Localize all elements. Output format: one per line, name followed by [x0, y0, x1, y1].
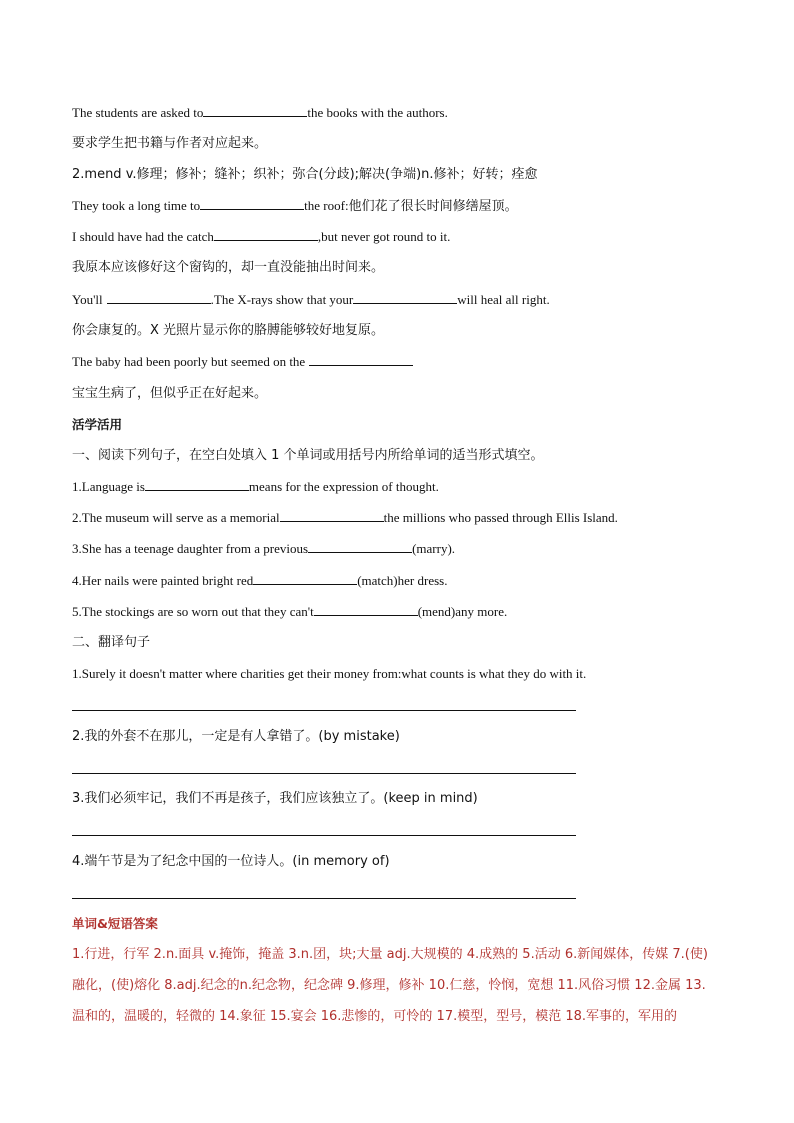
answer-blank[interactable]	[353, 291, 457, 304]
answer-blank[interactable]	[280, 509, 384, 522]
sentence-line	[72, 228, 450, 246]
text: The baby had been poorly but seemed on the	[72, 354, 306, 369]
text: 5.The stockings are so worn out that they can't	[72, 604, 314, 619]
answer-line[interactable]	[72, 835, 576, 836]
answers-line-1: 1.行进，行军 2.n.面具 v.掩饰，掩盖 3.n.团，块;大量 adj.大规模的 4.成熟的 5.活动 6.新闻媒体，传媒 7.(使)	[72, 947, 708, 962]
text: (mend)any more.	[417, 604, 508, 619]
sentence-line	[72, 197, 518, 215]
text: the books with the authors.	[307, 105, 448, 120]
answer-blank[interactable]	[309, 353, 413, 366]
question-2	[72, 509, 618, 527]
text: (marry).	[412, 541, 456, 556]
text: the roof:他们花了很长时间修缮屋顶。	[304, 198, 518, 213]
translation-line: 宝宝生病了，但似乎正在好起来。	[72, 386, 268, 401]
text: I should have had the catch	[72, 229, 214, 244]
text: You'll	[72, 292, 103, 307]
translation-line: 我原本应该修好这个窗钩的，却一直没能抽出时间来。	[72, 260, 385, 275]
sentence-line	[72, 353, 413, 371]
sentence-line	[72, 291, 550, 309]
answer-line[interactable]	[72, 710, 576, 711]
answer-blank[interactable]	[314, 603, 418, 616]
text: 3.She has a teenage daughter from a previous	[72, 541, 309, 556]
translate-item-4: 4.端午节是为了纪念中国的一位诗人。(in memory of)	[72, 854, 390, 869]
answer-blank[interactable]	[200, 197, 304, 210]
answer-blank[interactable]	[253, 572, 357, 585]
text: 4.Her nails were painted bright red	[72, 573, 254, 588]
question-3	[72, 540, 455, 558]
text: will heal all right.	[457, 292, 550, 307]
question-5	[72, 603, 507, 621]
text: the millions who passed through Ellis Island.	[383, 510, 618, 525]
text: ,but never got round to it.	[317, 229, 451, 244]
translate-item-3: 3.我们必须牢记，我们不再是孩子，我们应该独立了。(keep in mind)	[72, 791, 478, 806]
part-title: 一、阅读下列句子，在空白处填入 1 个单词或用括号内所给单词的适当形式填空。	[72, 448, 544, 463]
text: 2.The museum will serve as a memorial	[72, 510, 280, 525]
answers-line-3: 温和的，温暖的，轻微的 14.象征 15.宴会 16.悲惨的，可怜的 17.模型，型号，模范 18.军事的，军用的	[72, 1009, 678, 1024]
text: The students are asked to	[72, 105, 204, 120]
answer-blank[interactable]	[107, 291, 211, 304]
definition-line: 2.mend v.修理；修补；缝补；织补；弥合(分歧);解决(争端)n.修补；好转；痊愈	[72, 167, 538, 182]
part-title: 二、翻译句子	[72, 635, 151, 650]
answer-line[interactable]	[72, 773, 576, 774]
text: 1.Language is	[72, 479, 145, 494]
sentence-line	[72, 104, 448, 122]
answers-line-2: 融化，(使)熔化 8.adj.纪念的n.纪念物，纪念碑 9.修理，修补 10.仁慈，怜悯，宽想 11.风俗习惯 12.金属 13.	[72, 978, 706, 993]
section-title: 活学活用	[72, 417, 123, 432]
answer-blank[interactable]	[308, 540, 412, 553]
answers-title: 单词&短语答案	[72, 916, 158, 931]
text: means for the expression of thought.	[248, 479, 439, 494]
text: (match)her dress.	[357, 573, 448, 588]
question-1	[72, 478, 439, 496]
translation-line: 你会康复的。X 光照片显示你的胳膊能够较好地复原。	[72, 323, 385, 338]
answer-blank[interactable]	[214, 228, 318, 241]
text: They took a long time to	[72, 198, 201, 213]
question-4	[72, 572, 447, 590]
text: .The X-rays show that your	[210, 292, 354, 307]
answer-blank[interactable]	[203, 104, 307, 117]
translation-line: 要求学生把书籍与作者对应起来。	[72, 136, 268, 151]
translate-item-1: 1.Surely it doesn't matter where charities get their money from:what counts is what they do with it.	[72, 666, 587, 681]
answer-line[interactable]	[72, 898, 576, 899]
answer-blank[interactable]	[145, 478, 249, 491]
translate-item-2: 2.我的外套不在那儿，一定是有人拿错了。(by mistake)	[72, 729, 400, 744]
